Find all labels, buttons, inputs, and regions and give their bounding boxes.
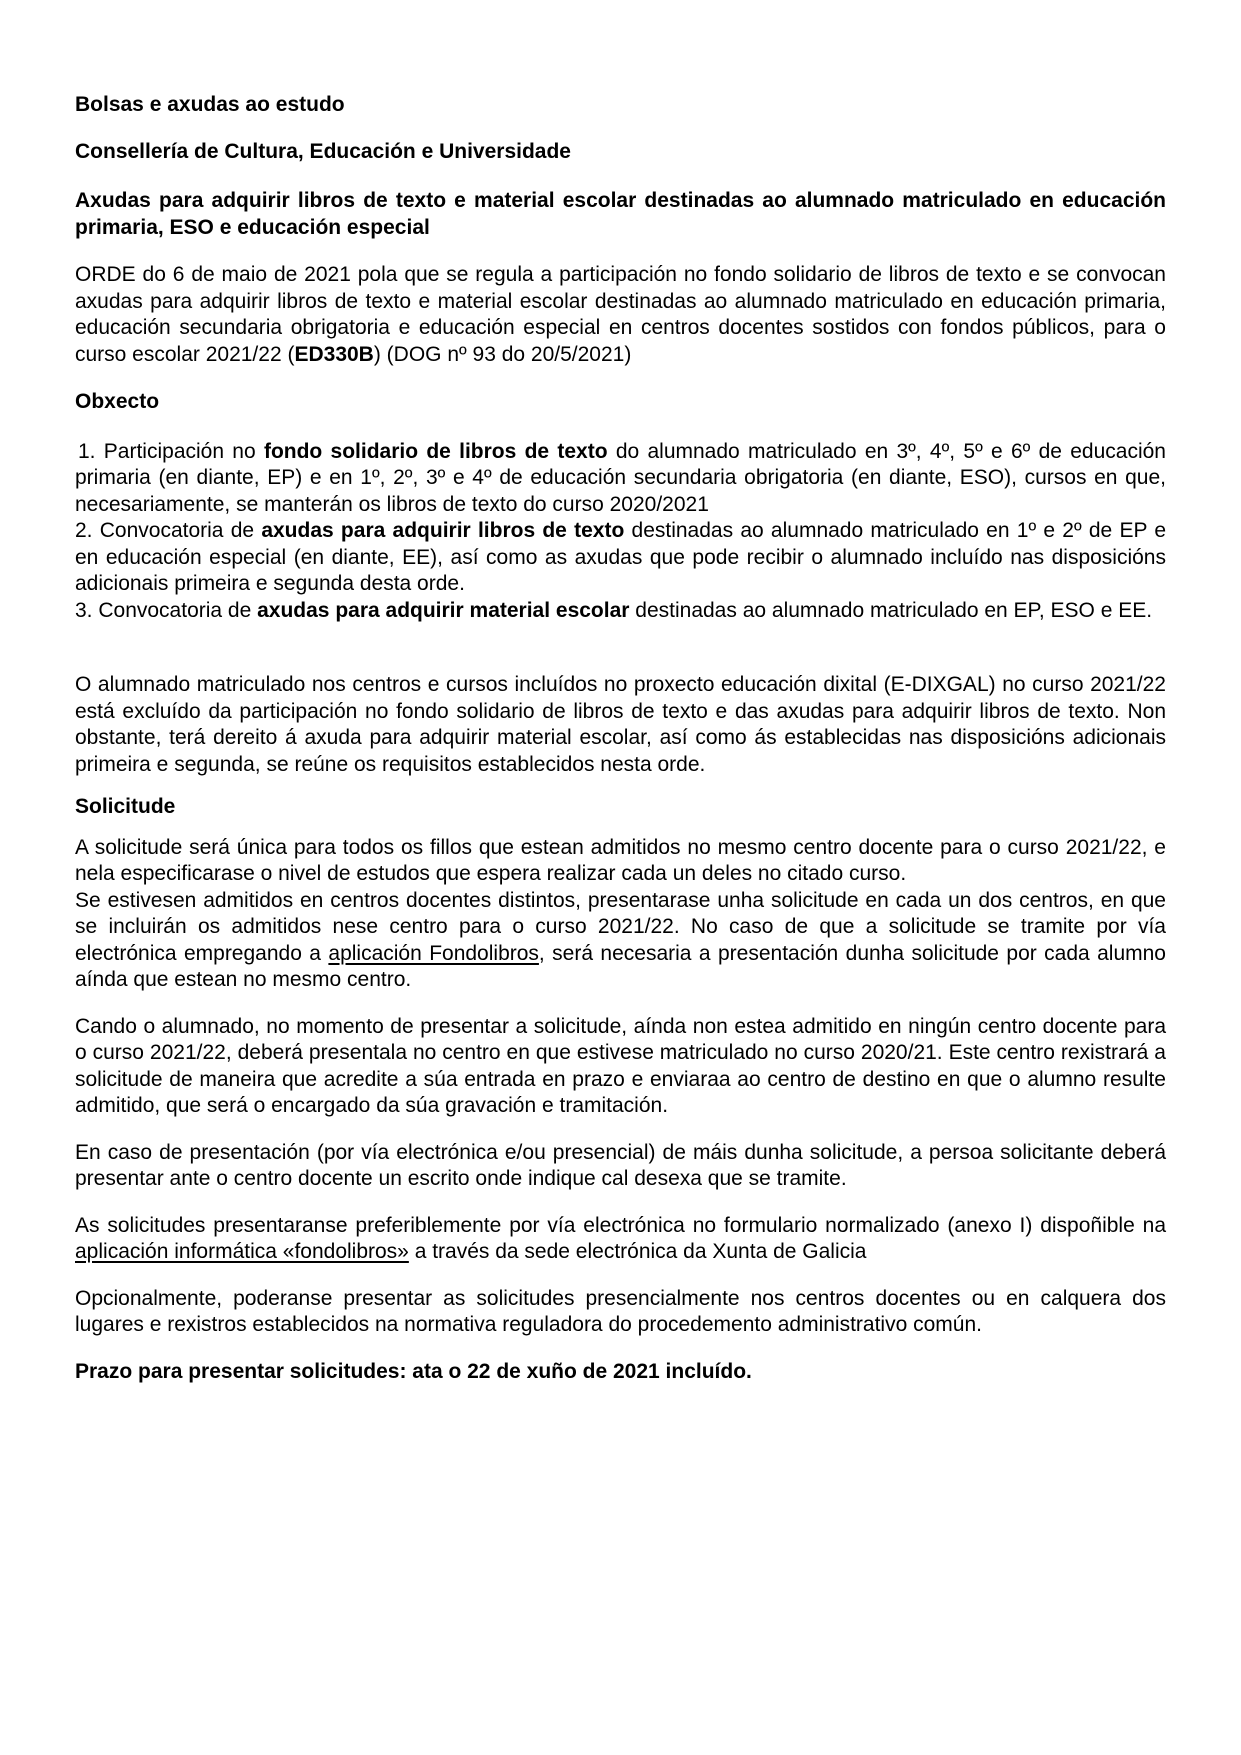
department-heading: Consellería de Cultura, Educación e Universidade	[75, 139, 571, 163]
order-code: ED330B	[294, 342, 374, 366]
list-item-suffix: destinadas ao alumnado matriculado en EP, ESO e EE.	[629, 598, 1153, 622]
paragraph-text: Se estivesen admitidos en centros docentes distintos, presentarase unha solicitude en cada un dos centros, en que se incluirán os admitidos nese centro para o curso 2021/22. No caso de que a solicitude se tramite por vía electrónica empregando a	[75, 888, 1166, 965]
document-page	[75, 92, 1166, 1405]
list-item	[75, 598, 1166, 625]
order-text-before: ORDE do 6 de maio de 2021 pola que se regula a participación no fondo solidario de libros de texto e se convocan axudas para adquirir libros de texto e material escolar destinadas ao alumnado matriculado en educación primaria, educación secundaria obrigatoria e educación especial en centros docentes sostidos con fondos públicos, para o curso escolar 2021/22 (	[75, 263, 1166, 366]
list-item	[75, 439, 1166, 519]
solicitude-paragraph-6: Opcionalmente, poderanse presentar as solicitudes presencialmente nos centros docentes ou en calquera dos lugares e rexistros establecidos na normativa reguladora do procedemento administrativo común.	[75, 1286, 1166, 1336]
list-item-bold: axudas para adquirir libros de texto	[261, 519, 625, 542]
list-item-bold: fondo solidario de libros de texto	[263, 439, 608, 463]
section-heading: Bolsas e axudas ao estudo	[75, 93, 345, 116]
list-item-prefix: 3. Convocatoria de	[75, 598, 258, 622]
solicitude-heading: Solicitude	[75, 795, 176, 818]
order-paragraph	[75, 262, 1166, 368]
list-item-suffix: destinadas ao alumnado matriculado en 1º e 2º de EP e en educación especial (en diante, EE), así como as axudas que pode recibir o alumnado incluído nas disposicións adicionais primeira e segunda desta orde.	[75, 519, 1167, 595]
deadline-text: Prazo para presentar solicitudes: ata o 22 de xuño de 2021 incluído.	[75, 1359, 752, 1383]
solicitude-paragraph-4: En caso de presentación (por vía electrónica e/ou presencial) de máis dunha solicitude, a persoa solicitante deberá presentar ante o centro docente un escrito onde indique cal desexa que se tramite.	[75, 1140, 1166, 1190]
document-title: Axudas para adquirir libros de texto e material escolar destinadas ao alumnado matriculado en educación primaria, ESO e educación especial	[75, 189, 1166, 239]
list-item-prefix: 2. Convocatoria de	[75, 519, 262, 542]
fondolibros-app-link[interactable]: aplicación informática «fondolibros»	[75, 1240, 409, 1263]
solicitude-paragraph-1: A solicitude será única para todos os fillos que estean admitidos no mesmo centro docente para o curso 2021/22, e nela especificarase o nivel de estudos que espera realizar cada un deles no citado curso.	[75, 835, 1166, 885]
solicitude-paragraph-5	[75, 1213, 1166, 1266]
solicitude-paragraph-3: Cando o alumnado, no momento de presentar a solicitude, aínda non estea admitido en ningún centro docente para o curso 2021/22, deberá presentala no centro en que estivese matriculado no curso 2020/21. Este centro rexistrará a solicitude de maneira que acredite a súa entrada en prazo e enviaraa ao centro de destino en que o alumno resulte admitido, que será o encargado da súa gravación e tramitación.	[75, 1014, 1166, 1117]
fondolibros-link[interactable]: aplicación Fondolibros	[328, 941, 539, 965]
list-item-suffix: do alumnado matriculado en 3º, 4º, 5º e 6º de educación primaria (en diante, EP) e en 1º, 2º, 3º e 4º de educación secundaria obrigatoria (en diante, ESO), cursos en que, necesariamente, se manterán os libros de texto do curso 2020/2021	[75, 439, 1166, 516]
list-item-prefix: 1. Participación no	[78, 439, 264, 463]
list-item-bold: axudas para adquirir material escolar	[257, 598, 630, 622]
paragraph-text: a través da sede electrónica da Xunta de Galicia	[408, 1240, 867, 1263]
list-item	[75, 518, 1166, 598]
solicitude-paragraph-2	[75, 888, 1166, 994]
paragraph-text: , será necesaria a presentación dunha solicitude por cada alumno aínda que estean no mesmo centro.	[75, 941, 1166, 991]
obxecto-list	[75, 439, 1166, 625]
paragraph-text: As solicitudes presentaranse preferiblemente por vía electrónica no formulario normalizado (anexo I) dispoñible na	[75, 1213, 1166, 1237]
order-text-after: ) (DOG nº 93 do 20/5/2021)	[373, 342, 632, 366]
obxecto-heading: Obxecto	[75, 390, 160, 413]
edixgal-note: O alumnado matriculado nos centros e cursos incluídos no proxecto educación dixital (E-DIXGAL) no curso 2021/22 está excluído da participación no fondo solidario de libros de texto e das axudas para adquirir libros de texto. Non obstante, terá dereito á axuda para adquirir material escolar, así como ás establecidas nas disposicións adicionais primeira e segunda, se reúne os requisitos establecidos nesta orde.	[75, 673, 1166, 776]
